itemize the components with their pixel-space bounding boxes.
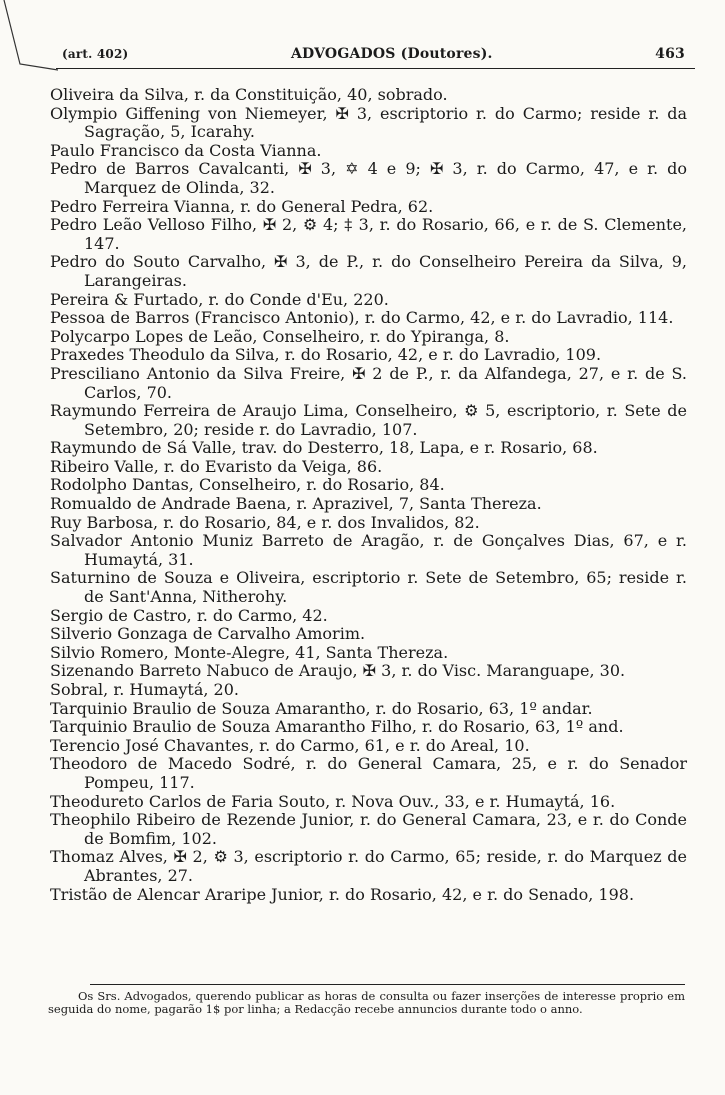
list-item: Praxedes Theodulo da Silva, r. do Rosario, 42, e r. do Lavradio, 109. [50, 345, 602, 365]
page-title: ADVOGADOS (Doutores). [290, 46, 493, 62]
list-item: Raymundo Ferreira de Araujo Lima, Conselheiro, ⚙ 5, escriptorio, r. Sete de Setembro, 20; reside r. do Lavradio, 107. [50, 401, 687, 439]
page-header [62, 46, 685, 66]
list-item: Silverio Gonzaga de Carvalho Amorim. [50, 624, 366, 644]
list-item: Sobral, r. Humaytá, 20. [50, 680, 239, 699]
list-item: Oliveira da Silva, r. da Constituição, 40, sobrado. [50, 85, 448, 104]
list-item: Terencio José Chavantes, r. do Carmo, 61, e r. do Areal, 10. [50, 735, 530, 755]
list-item: Thomaz Alves, ✠ 2, ⚙ 3, escriptorio r. do Carmo, 65; reside, r. do Marquez de Abrantes, 27. [50, 847, 687, 885]
article-reference: (art. 402) [62, 47, 129, 61]
list-item: Raymundo de Sá Valle, trav. do Desterro, 18, Lapa, e r. Rosario, 68. [50, 438, 598, 458]
list-item: Pedro de Barros Cavalcanti, ✠ 3, ✡ 4 e 9; ✠ 3, r. do Carmo, 47, e r. do Marquez de Olinda, 32. [50, 159, 687, 197]
list-item: Theophilo Ribeiro de Rezende Junior, r. do General Camara, 23, e r. do Conde de Bomfim, 102. [50, 810, 687, 848]
list-item: Pedro Ferreira Vianna, r. do General Pedra, 62. [50, 196, 434, 216]
list-item: Pedro Leão Velloso Filho, ✠ 2, ⚙ 4; ‡ 3, r. do Rosario, 66, e r. de S. Clemente, 147. [50, 215, 687, 253]
list-item: Pereira & Furtado, r. do Conde d'Eu, 220. [50, 289, 389, 309]
list-item: Pessoa de Barros (Francisco Antonio), r. do Carmo, 42, e r. do Lavradio, 114. [50, 308, 674, 328]
list-item: Olympio Giffening von Niemeyer, ✠ 3, escriptorio r. do Carmo; reside r. da Sagração, 5, Icarahy. [50, 103, 687, 142]
lawyer-list [50, 86, 687, 904]
list-item: Sizenando Barreto Nabuco de Araujo, ✠ 3, r. do Visc. Maranguape, 30. [50, 661, 626, 681]
margin-pen-stroke [0, 0, 60, 80]
list-item: Ribeiro Valle, r. do Evaristo da Veiga, 86. [50, 456, 383, 476]
list-item: Silvio Romero, Monte-Alegre, 41, Santa Thereza. [50, 642, 449, 662]
header-rule [56, 68, 695, 69]
footnote-rule [90, 984, 685, 985]
list-item: Salvador Antonio Muniz Barreto de Aragão, r. de Gonçalves Dias, 67, e r. Humaytá, 31. [50, 531, 687, 569]
list-item: Polycarpo Lopes de Leão, Conselheiro, r. do Ypiranga, 8. [50, 326, 510, 346]
list-item: Paulo Francisco da Costa Vianna. [50, 140, 322, 160]
list-item: Sergio de Castro, r. do Carmo, 42. [50, 605, 328, 625]
list-item: Tarquinio Braulio de Souza Amarantho Filho, r. do Rosario, 63, 1º and. [50, 717, 624, 737]
list-item: Tristão de Alencar Araripe Junior, r. do Rosario, 42, e r. do Senado, 198. [50, 884, 635, 904]
page-number: 463 [655, 46, 685, 62]
list-item: Ruy Barbosa, r. do Rosario, 84, e r. dos Invalidos, 82. [50, 512, 480, 532]
list-item: Tarquinio Braulio de Souza Amarantho, r. do Rosario, 63, 1º andar. [50, 698, 593, 718]
list-item: Theodureto Carlos de Faria Souto, r. Nova Ouv., 33, e r. Humaytá, 16. [50, 791, 616, 811]
list-item: Pedro do Souto Carvalho, ✠ 3, de P., r. do Conselheiro Pereira da Silva, 9, Larangeiras. [50, 252, 687, 290]
list-item: Romualdo de Andrade Baena, r. Aprazivel, 7, Santa Thereza. [50, 494, 542, 514]
list-item: Presciliano Antonio da Silva Freire, ✠ 2 de P., r. da Alfandega, 27, e r. de S. Carlos, 70. [50, 363, 687, 402]
list-item: Theodoro de Macedo Sodré, r. do General Camara, 25, e r. do Senador Pompeu, 117. [50, 754, 687, 792]
footnote: Os Srs. Advogados, querendo publicar as horas de consulta ou fazer inserções de interesse proprio em seguida do nome, pagarão 1$ por linha; a Redacção recebe annuncios durante todo o anno. [48, 989, 685, 1016]
list-item: Saturnino de Souza e Oliveira, escriptorio r. Sete de Setembro, 65; reside r. de Sant'Anna, Nitherohy. [50, 568, 687, 607]
list-item: Rodolpho Dantas, Conselheiro, r. do Rosario, 84. [50, 475, 445, 495]
